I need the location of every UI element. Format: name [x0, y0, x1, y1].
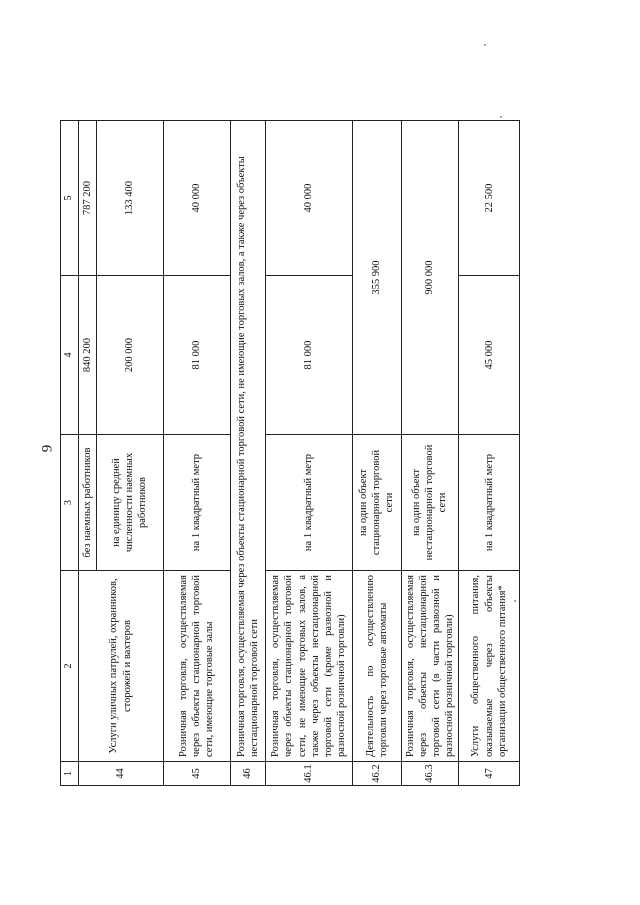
row-activity: Услуги уличных патрулей, охранников, сторожей и вахтеров [78, 571, 163, 762]
table-row [352, 121, 401, 786]
row-number: 46.1 [265, 762, 352, 786]
row-number: 46.2 [352, 762, 401, 786]
tariff-table [60, 120, 520, 786]
row-value-col5: 133 400 [96, 121, 163, 276]
page-number: 9 [39, 444, 56, 453]
table-row [401, 121, 459, 786]
header-col-4: 4 [61, 276, 79, 435]
row-value-col4: 81 000 [265, 276, 352, 435]
row-value-col5: 40 000 [265, 121, 352, 276]
row-unit: на 1 квадратный метр [459, 435, 520, 571]
table-row [459, 121, 520, 786]
row-number: 46.3 [401, 762, 459, 786]
table-header-row [61, 121, 79, 786]
row-activity: Услуги общественного питания, оказываемые через объекты организации общественного питания* [459, 571, 520, 762]
row-value-merged: 900 000 [401, 121, 459, 435]
row-activity: Розничная торговля, осуществляемая через объекты стационарной торговой сети, имеющие торговые залы [163, 571, 230, 762]
rotated-table-frame [60, 120, 508, 786]
row-unit: на один объект стационарной торговой сети [352, 435, 401, 571]
row-number: 45 [163, 762, 230, 786]
row-value-col5: 787 200 [78, 121, 96, 276]
row-value-merged: 355 900 [352, 121, 401, 435]
row-value-col4: 840 200 [78, 276, 96, 435]
row-value-col4: 200 000 [96, 276, 163, 435]
header-col-1: 1 [61, 762, 79, 786]
table-row [265, 121, 352, 786]
row-value-col4: 81 000 [163, 276, 230, 435]
row-unit: на один объект нестационарной торговой сети [401, 435, 459, 571]
row-value-col4: 45 000 [459, 276, 520, 435]
scan-speck [514, 600, 516, 602]
header-col-2: 2 [61, 571, 79, 762]
row-unit: на единицу средней численности наемных работников [96, 435, 163, 571]
scan-speck [500, 116, 502, 118]
row-number: 47 [459, 762, 520, 786]
header-col-3: 3 [61, 435, 79, 571]
table-row [230, 121, 265, 786]
row-activity: Деятельность по осуществлению торговли через торговые автоматы [352, 571, 401, 762]
row-value-col5: 40 000 [163, 121, 230, 276]
row-activity: Розничная торговля, осуществляемая через объекты стационарной торговой сети, не имеющие торговых залов, а также через объекты нестационарной торговой сети (кроме развозной и разносной розничной торговли) [265, 571, 352, 762]
row-number: 46 [230, 762, 265, 786]
row-unit: без наемных работников [78, 435, 96, 571]
row-value-col5: 22 500 [459, 121, 520, 276]
row-unit: на 1 квадратный метр [265, 435, 352, 571]
row-activity: Розничная торговля, осуществляемая через объекты стационарной торговой сети, не имеющие торговых залов, а также через объекты нестационарной торговой сети [230, 121, 265, 762]
scan-speck [484, 44, 486, 46]
row-activity: Розничная торговля, осуществляемая через объекты нестационарной торговой сети (в части развозной и разносной розничной торговли) [401, 571, 459, 762]
table-row [78, 121, 96, 786]
table-row [163, 121, 230, 786]
header-col-5: 5 [61, 121, 79, 276]
row-unit: на 1 квадратный метр [163, 435, 230, 571]
row-number: 44 [78, 762, 163, 786]
